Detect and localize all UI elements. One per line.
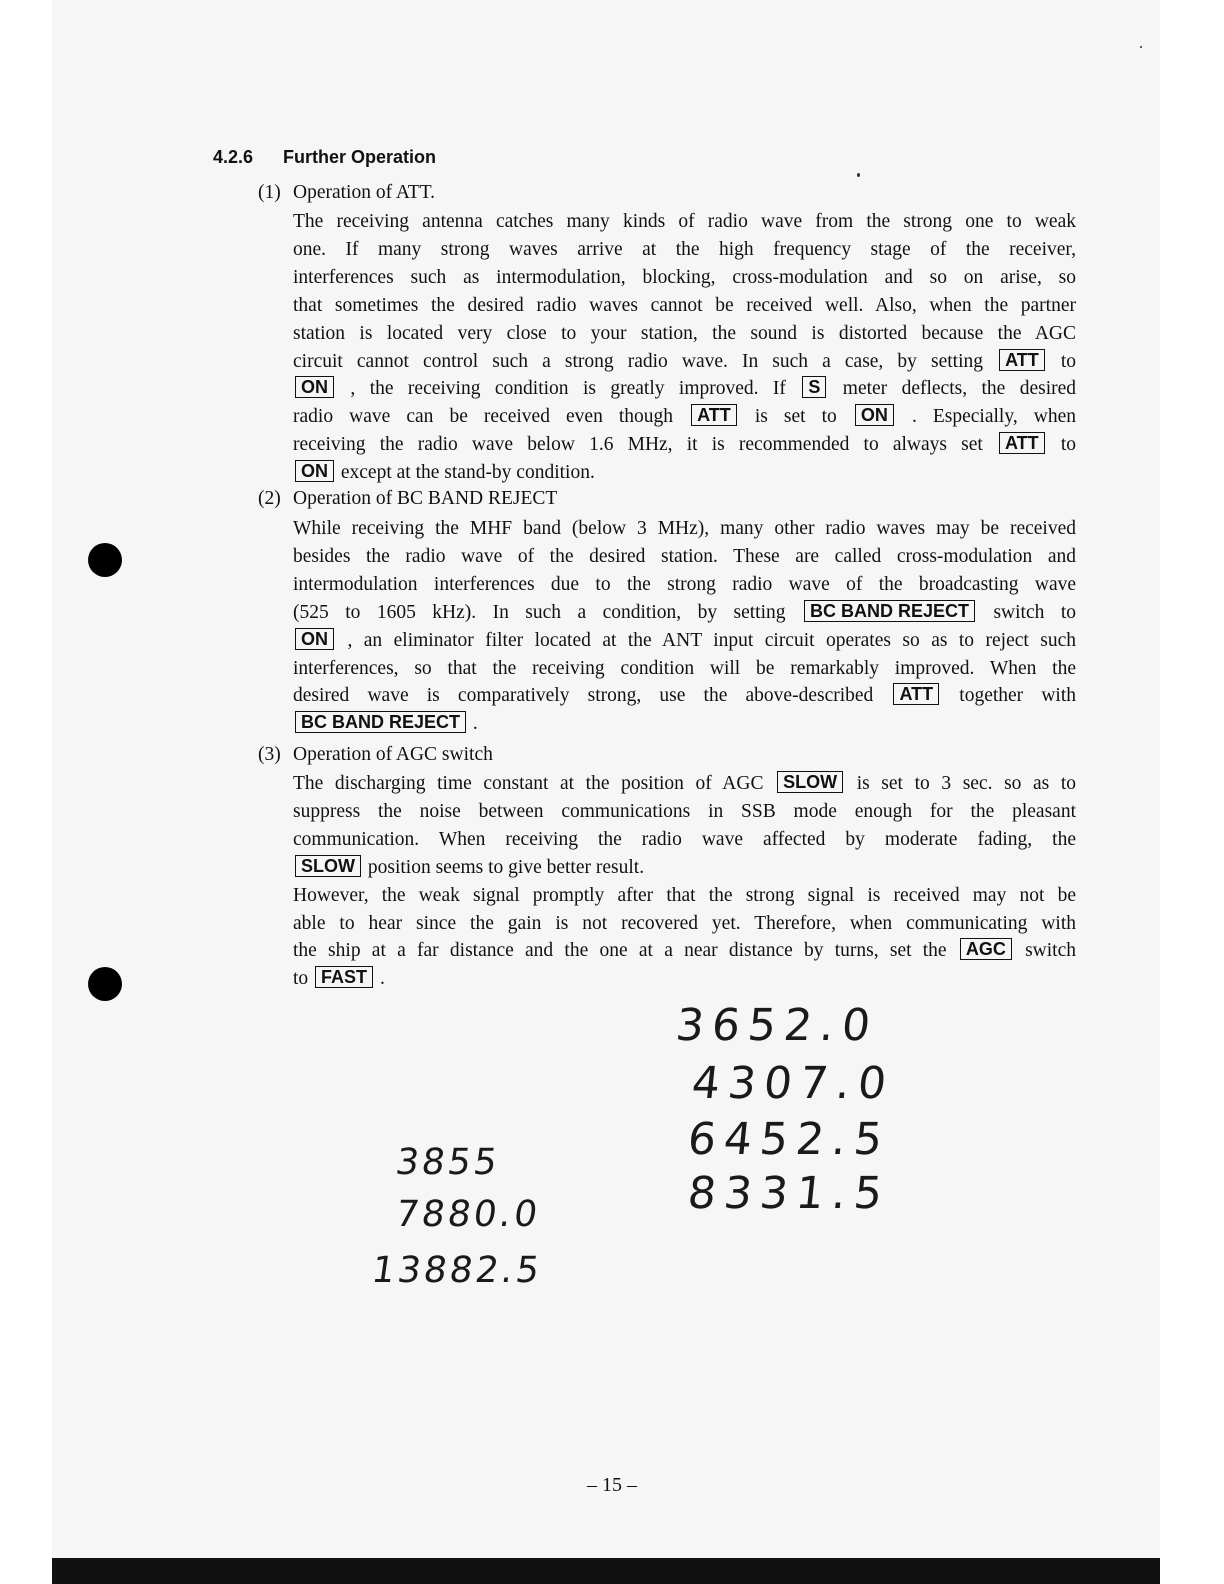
text-run: However, the weak signal promptly after that the strong signal is received may not be: [293, 884, 1076, 906]
section-number: 4.2.6: [213, 147, 254, 167]
control-label-box: ON: [295, 376, 334, 398]
control-label-box: AGC: [960, 938, 1012, 960]
text-line: [293, 599, 1076, 627]
control-label-box: ATT: [893, 683, 939, 705]
paragraph-bc-band-reject: [293, 515, 1076, 738]
text-line: [293, 655, 1076, 683]
text-line: [293, 826, 1076, 854]
section-title: Further Operation: [283, 147, 437, 167]
text-run: besides the radio wave of the desired station. These are called cross-modulation and: [293, 545, 1076, 567]
page-number: – 15 –: [587, 1474, 637, 1496]
control-label-box: S: [802, 376, 826, 398]
text-run: The discharging time constant at the position of AGC: [293, 773, 764, 794]
binder-hole: [88, 967, 122, 1001]
text-run: to: [293, 968, 309, 990]
handwritten-note: 8331.5: [685, 1168, 893, 1219]
text-line: [293, 264, 1076, 292]
text-line: [293, 348, 1076, 376]
text-line: [293, 543, 1076, 571]
control-label-box: SLOW: [777, 771, 843, 793]
text-line: [293, 910, 1076, 938]
item-title: [258, 744, 493, 766]
section-heading: [213, 147, 436, 168]
text-line: [293, 965, 1076, 993]
binder-hole: [88, 543, 122, 577]
text-line: [293, 431, 1076, 459]
control-label-box: FAST: [315, 966, 373, 988]
text-run: The receiving antenna catches many kinds of radio wave from the strong one to weak: [293, 211, 1076, 232]
text-run: position seems to give better result.: [367, 856, 645, 878]
text-run: interferences, so that the receiving condition will be remarkably improved. When the: [293, 657, 1076, 679]
handwritten-note: 6452.5: [685, 1114, 893, 1165]
control-label-box: ATT: [691, 404, 737, 426]
control-label-box: ON: [855, 404, 894, 426]
text-line: [293, 375, 1076, 403]
control-label-box: BC BAND REJECT: [804, 600, 975, 622]
text-run: .: [379, 968, 385, 990]
control-label-box: ATT: [999, 432, 1045, 454]
item-title-text: Operation of BC BAND REJECT: [293, 488, 558, 509]
text-line: [293, 320, 1076, 348]
text-run: , the receiving condition is greatly improved. If: [350, 378, 786, 400]
scan-edge-bar: [52, 1558, 1160, 1584]
paragraph-att: [293, 208, 1076, 487]
control-label-box: SLOW: [295, 855, 361, 877]
item-title-text: Operation of AGC switch: [293, 744, 493, 765]
text-line: [293, 798, 1076, 826]
text-run: is set to: [754, 406, 837, 428]
text-run: meter deflects, the desired: [842, 378, 1077, 400]
text-run: . Especially, when: [911, 406, 1076, 428]
text-run: circuit cannot control such a strong radio wave. In such a case, by setting: [293, 350, 983, 372]
scan-speck: [1140, 46, 1142, 48]
text-line: [293, 854, 1076, 882]
text-run: station is located very close to your station, the sound is distorted because the AGC: [293, 322, 1076, 344]
item-number: (1): [258, 182, 281, 203]
text-line: [293, 710, 1076, 738]
text-line: [293, 515, 1076, 543]
text-run: radio wave can be received even though: [293, 406, 674, 428]
text-run: except at the stand-by condition.: [340, 462, 595, 484]
text-line: [293, 682, 1076, 710]
text-run: intermodulation interferences due to the strong radio wave of the broadcasting wave: [293, 573, 1076, 595]
text-run: together with: [959, 685, 1076, 707]
handwritten-note: 13882.5: [369, 1250, 545, 1291]
text-line: [293, 571, 1076, 599]
item-title: [258, 488, 557, 510]
handwritten-note: 4307.0: [689, 1058, 897, 1109]
text-run: .: [472, 713, 478, 735]
text-run: switch: [1025, 940, 1077, 962]
text-line: [293, 627, 1076, 655]
item-title-text: Operation of ATT.: [293, 182, 436, 203]
control-label-box: BC BAND REJECT: [295, 711, 466, 733]
text-run: able to hear since the gain is not recovered yet. Therefore, when communicating with: [293, 912, 1076, 934]
text-run: is set to 3 sec. so as to: [856, 773, 1077, 794]
scan-speck: [857, 173, 860, 177]
text-run: the ship at a far distance and the one at a near distance by turns, set the: [293, 940, 947, 962]
text-run: interferences such as intermodulation, blocking, cross-modulation and so on arise, so: [293, 266, 1076, 288]
control-label-box: ATT: [999, 349, 1045, 371]
text-run: that sometimes the desired radio waves cannot be received well. Also, when the partner: [293, 294, 1076, 316]
control-label-box: ON: [295, 460, 334, 482]
text-run: While receiving the MHF band (below 3 MHz), many other radio waves may be received: [293, 518, 1076, 539]
text-run: switch to: [993, 601, 1076, 623]
text-run: communication. When receiving the radio wave affected by moderate fading, the: [293, 828, 1076, 850]
handwritten-note: 7880.0: [393, 1194, 543, 1235]
item-title: [258, 182, 435, 204]
paragraph-agc: [293, 770, 1076, 993]
control-label-box: ON: [295, 628, 334, 650]
text-line: [293, 236, 1076, 264]
text-run: , an eliminator filter located at the ANT input circuit operates so as to reject such: [347, 629, 1076, 651]
text-line: [293, 459, 1076, 487]
text-line: [293, 882, 1076, 910]
text-run: to: [1060, 434, 1077, 456]
item-number: (2): [258, 488, 281, 509]
text-run: desired wave is comparatively strong, use the above-described: [293, 685, 874, 707]
text-run: one. If many strong waves arrive at the high frequency stage of the receiver,: [293, 238, 1076, 260]
text-line: [293, 937, 1076, 965]
text-run: receiving the radio wave below 1.6 MHz, it is recommended to always set: [293, 434, 983, 456]
item-number: (3): [258, 744, 281, 765]
text-line: [293, 770, 1076, 798]
text-line: [293, 403, 1076, 431]
text-run: to: [1060, 350, 1076, 372]
text-line: [293, 208, 1076, 236]
text-line: [293, 292, 1076, 320]
text-run: (525 to 1605 kHz). In such a condition, by setting: [293, 601, 786, 623]
handwritten-note: 3855: [393, 1142, 503, 1183]
text-run: suppress the noise between communications in SSB mode enough for the pleasant: [293, 800, 1076, 822]
handwritten-note: 3652.0: [673, 1000, 881, 1051]
